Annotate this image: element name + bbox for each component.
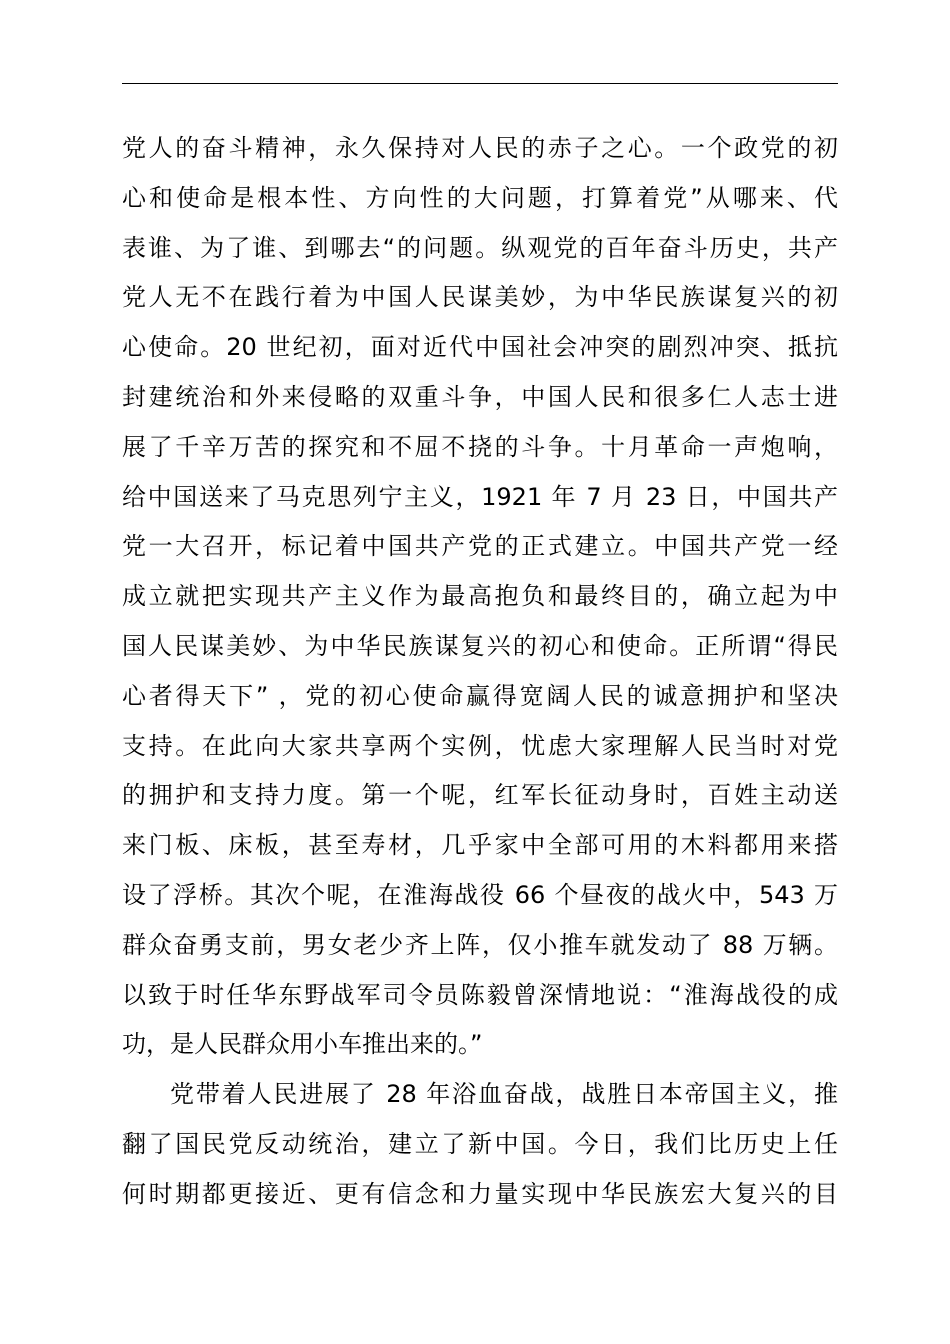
text-line: 心和使命是根本性、方向性的大问题，打算着党”从哪来、代 xyxy=(122,183,838,212)
text-line: 的拥护和支持力度。第一个呢，红军长征动身时，百姓主动送 xyxy=(122,781,838,810)
text-line: 功，是人民群众用小车推出来的。” xyxy=(122,1030,483,1059)
text-line: 群众奋勇支前，男女老少齐上阵，仅小推车就发动了 88 万辆。 xyxy=(122,930,838,959)
text-line: 党人无不在践行着为中国人民谋美妙，为中华民族谋复兴的初 xyxy=(122,283,838,312)
document-body xyxy=(122,124,838,1220)
header-rule xyxy=(122,83,838,84)
text-line: 给中国送来了马克思列宁主义，1921 年 7 月 23 日，中国共产 xyxy=(122,482,838,511)
text-line: 来门板、床板，甚至寿材，几乎家中全部可用的木料都用来搭 xyxy=(122,831,838,860)
text-line: 翻了国民党反动统治，建立了新中国。今日，我们比历史上任 xyxy=(122,1129,838,1158)
paragraph-first-line: 党带着人民进展了 28 年浴血奋战，战胜日本帝国主义，推 xyxy=(170,1080,838,1109)
text-line: 设了浮桥。其次个呢，在淮海战役 66 个昼夜的战火中，543 万 xyxy=(122,880,838,909)
text-line: 党一大召开，标记着中国共产党的正式建立。中国共产党一经 xyxy=(122,532,838,561)
text-line: 展了千辛万苦的探究和不屈不挠的斗争。十月革命一声炮响， xyxy=(122,432,838,461)
text-line: 心者得天下” ，党的初心使命赢得宽阔人民的诚意拥护和坚决 xyxy=(122,681,838,710)
text-line: 表谁、为了谁、到哪去“的问题。纵观党的百年奋斗历史，共产 xyxy=(122,233,838,262)
text-line: 以致于时任华东野战军司令员陈毅曾深情地说：“淮海战役的成 xyxy=(122,980,838,1009)
text-line: 何时期都更接近、更有信念和力量实现中华民族宏大复兴的目 xyxy=(122,1179,838,1208)
text-line: 国人民谋美妙、为中华民族谋复兴的初心和使命。正所谓“得民 xyxy=(122,631,838,660)
text-line: 党人的奋斗精神，永久保持对人民的赤子之心。一个政党的初 xyxy=(122,134,838,162)
text-line: 支持。在此向大家共享两个实例，忧虑大家理解人民当时对党 xyxy=(122,731,838,760)
text-line: 成立就把实现共产主义作为最高抱负和最终目的，确立起为中 xyxy=(122,582,838,611)
text-line: 心使命。20 世纪初，面对近代中国社会冲突的剧烈冲突、抵抗 xyxy=(122,333,838,362)
text-line: 封建统治和外来侵略的双重斗争，中国人民和很多仁人志士进 xyxy=(122,382,838,411)
